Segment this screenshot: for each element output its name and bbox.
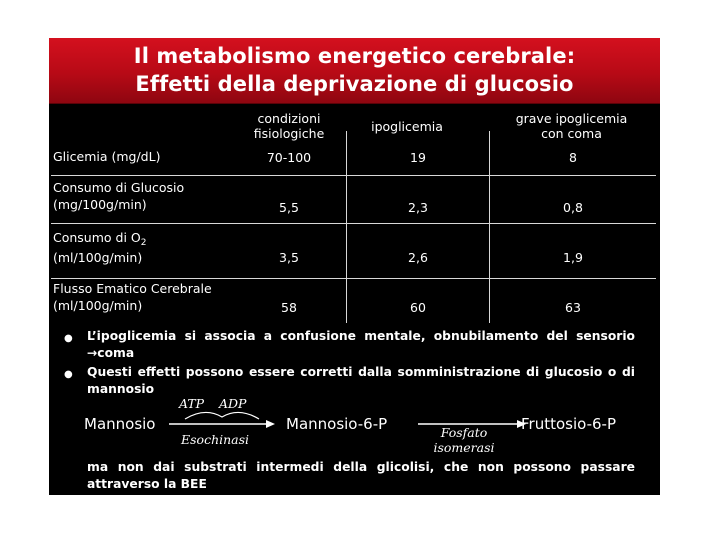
title-bar xyxy=(49,38,660,104)
reaction-cofactor-atp: ATP xyxy=(179,396,205,411)
table-cell: 8 xyxy=(569,150,577,165)
slide-title-line-2: Effetti della deprivazione di glucosio xyxy=(135,72,574,96)
row-divider xyxy=(51,175,656,176)
closing-text: ma non dai substrati intermedi della glicolisi, che non possono passare attraverso la BEE xyxy=(87,460,635,491)
table-cell: 2,6 xyxy=(408,250,428,265)
bullet-item: Questi effetti possono essere corretti dalla somministrazione di glucosio o di mannosio xyxy=(87,365,635,396)
bullet-item: L’ipoglicemia si associa a confusione mentale, obnubilamento del sensorio →coma xyxy=(87,329,635,360)
table-cell: 19 xyxy=(410,150,426,165)
reaction-product-2: Fruttosio-6-P xyxy=(521,415,617,433)
column-header-severe-hypoglycemia: grave ipoglicemia con coma xyxy=(515,111,628,141)
row-label-glucose-consumption: Consumo di Glucosio (mg/100g/min) xyxy=(53,180,185,212)
table-cell: 1,9 xyxy=(563,250,583,265)
column-header-hypoglycemia: ipoglicemia xyxy=(371,119,443,134)
reaction-enzyme-1: Esochinasi xyxy=(181,432,250,447)
bullet-marker: ● xyxy=(64,369,73,380)
row-label-glycemia: Glicemia (mg/dL) xyxy=(53,149,161,164)
table-cell: 60 xyxy=(410,300,426,315)
table-cell: 2,3 xyxy=(408,200,428,215)
slide xyxy=(49,38,660,495)
row-label-text: Consumo di O xyxy=(53,230,141,245)
reaction-enzyme-2-line-2: isomerasi xyxy=(433,440,495,455)
row-divider xyxy=(51,223,656,224)
column-header-physiological: condizioni fisiologiche xyxy=(253,111,325,141)
reaction-arrow-1 xyxy=(167,407,277,431)
reaction-product-1: Mannosio-6-P xyxy=(286,415,388,433)
table-cell: 70-100 xyxy=(266,150,312,165)
table-cell: 63 xyxy=(565,300,581,315)
row-label-oxygen-consumption xyxy=(53,229,147,266)
reaction-substrate: Mannosio xyxy=(84,415,156,433)
table-cell: 0,8 xyxy=(563,200,583,215)
slide-title-line-1: Il metabolismo energetico cerebrale: xyxy=(133,44,576,68)
subscript: 2 xyxy=(140,238,147,248)
row-label-unit: (ml/100g/min) xyxy=(53,250,143,265)
bullet-marker: ● xyxy=(64,333,73,344)
reaction-enzyme-2-line-1: Fosfato xyxy=(440,425,488,440)
row-label-cerebral-blood-flow: Flusso Ematico Cerebrale (ml/100g/min) xyxy=(53,281,212,313)
table-cell: 3,5 xyxy=(279,250,299,265)
reaction-cofactor-adp: ADP xyxy=(219,396,247,411)
table-cell: 58 xyxy=(281,300,297,315)
data-table xyxy=(49,103,660,325)
table-cell: 5,5 xyxy=(279,200,299,215)
row-divider xyxy=(51,278,656,279)
